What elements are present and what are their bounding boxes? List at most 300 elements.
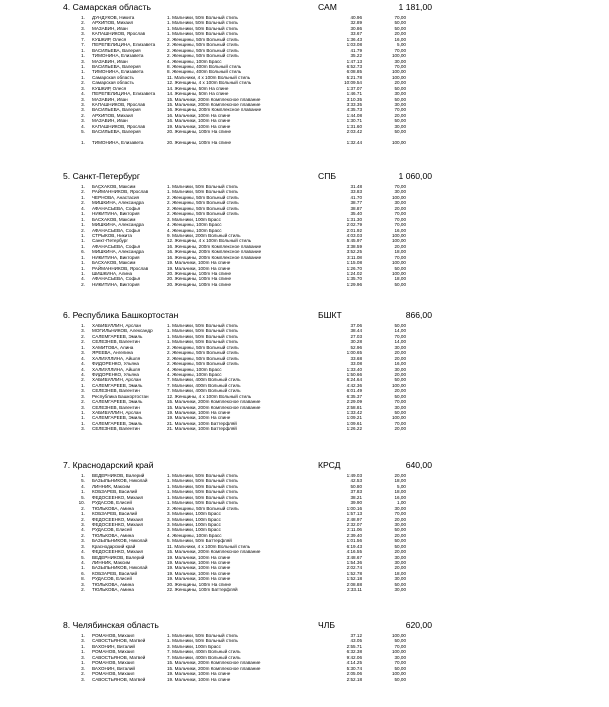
row-swimmer: АРХИПОВ, Михаил [92, 112, 134, 118]
team-name: Республика Башкортостан [72, 310, 179, 320]
row-event: 11. Мальчики, 4 x 100m Вольный стиль [167, 74, 251, 80]
row-event: 19. Мальчики, 100m На спине [167, 554, 231, 560]
row-place: 1. [81, 184, 85, 189]
row-swimmer: САВОСТЬЯНОВ, Матвей [92, 676, 146, 682]
row-points: 30,00 [394, 654, 406, 660]
row-time: 31.48 [350, 184, 362, 189]
team-total: 1 181,00 [398, 2, 432, 12]
row-event: 16. Женщины, 200m Комплексное плавание [167, 107, 262, 113]
row-event: 16. Женщины, 200m Комплексное плавание [167, 243, 262, 249]
row-place: 3. [81, 328, 85, 334]
row-place: 1. [81, 216, 85, 222]
row-swimmer: КУШКИР, Олеся [92, 36, 127, 42]
row-swimmer: ВЕДЕРНИКОВ, Валерий [92, 554, 145, 560]
row-place: 3. [81, 404, 85, 410]
row-points: 20,00 [394, 516, 406, 522]
row-points: 70,00 [394, 643, 406, 649]
row-place: 1. [81, 47, 85, 53]
row-place: 2. [81, 112, 85, 118]
row-place: 4. [81, 123, 85, 129]
result-row [0, 426, 609, 431]
row-points: 30,00 [394, 521, 406, 527]
row-swimmer: КУШКИР, Олеся [92, 85, 127, 91]
row-time: 33.67 [350, 31, 362, 37]
row-time: 1:52.18 [346, 576, 362, 582]
row-event: 8. Женщины, 400m Вольный стиль [167, 69, 242, 75]
row-points: 30,00 [394, 505, 406, 511]
result-row [0, 140, 609, 145]
row-swimmer: КАПАШНИКОВ, Ярослав [92, 102, 146, 107]
row-points: 100,00 [391, 649, 406, 655]
row-place: 6. [81, 570, 85, 576]
row-place: 6. [81, 249, 85, 255]
row-time: 2:29.09 [346, 399, 362, 405]
row-time: 6:35.37 [346, 393, 362, 399]
row-time: 33.68 [350, 355, 362, 361]
row-event: 8. Женщины, 400m Вольный стиль [167, 63, 242, 69]
row-event: 1. Мальчики, 50m Вольный стиль [167, 473, 238, 478]
row-place: 2. [81, 516, 85, 522]
row-event: 20. Женщины, 100m На спине [167, 271, 232, 276]
row-event: 2. Женщины, 50m Вольный стиль [167, 350, 239, 356]
row-time: 1:33.42 [346, 410, 362, 415]
row-event: 21. Мальчики, 100m Баттерфляй [167, 420, 237, 426]
row-points: 20,00 [394, 355, 406, 361]
row-time: 6:08.85 [346, 69, 362, 75]
row-swimmer: Краснодарский край [92, 543, 136, 549]
row-event: 1. Мальчики, 50m Вольный стиль [167, 478, 238, 484]
row-place: 1. [81, 238, 85, 244]
row-time: 5:30.74 [346, 665, 362, 671]
row-swimmer: РУДАСОВ, Елисей [92, 576, 132, 582]
row-swimmer: САВОСТЬЯНОВ, Матвей [92, 654, 146, 660]
row-place: 1. [81, 211, 85, 217]
row-points: 70,00 [394, 15, 406, 20]
row-time: 1:32.44 [346, 140, 362, 146]
row-event: 3. Мальчики, 100m Брасс [167, 527, 221, 533]
row-event: 19. Мальчики, 100m На спине [167, 265, 231, 271]
row-points: 16,00 [394, 36, 406, 42]
row-place: 5. [81, 494, 85, 500]
row-swimmer: НИКИТИНА, Виктория [92, 281, 140, 287]
row-points: 20,00 [394, 532, 406, 538]
row-place: 3. [81, 350, 85, 356]
row-place: 2. [81, 505, 85, 511]
row-time: 33.08 [350, 361, 362, 367]
row-points: 50,00 [394, 281, 406, 287]
row-time: 1:47.13 [346, 58, 362, 64]
row-place: 1. [81, 74, 85, 80]
row-place: 3. [81, 107, 85, 113]
row-swimmer: САЛЕМГАРЕЕВ, Эмиль [92, 382, 143, 388]
row-time: 6:52.73 [346, 63, 362, 69]
row-event: 7. Мальчики, 400m Вольный стиль [167, 382, 241, 388]
row-event: 1. Мальчики, 50m Вольный стиль [167, 494, 238, 500]
row-points: 50,00 [394, 323, 406, 328]
row-place: 1. [81, 473, 85, 478]
row-points: 50,00 [394, 118, 406, 124]
row-time: 5:45.97 [346, 238, 362, 244]
row-points: 20,00 [394, 350, 406, 356]
row-time: 10:09.54 [344, 80, 362, 86]
row-place: 2. [81, 339, 85, 345]
row-time: 1:26.22 [346, 426, 362, 432]
row-time: 3:52.25 [346, 249, 362, 255]
row-event: 7. Мальчики, 400m Вольный стиль [167, 388, 241, 394]
row-time: 9:42.06 [346, 654, 362, 660]
row-points: 50,00 [394, 265, 406, 271]
row-swimmer: ЧЕРНОВА, Анастасия [92, 194, 140, 200]
row-event: 16. Женщины, 200m Комплексное плавание [167, 254, 262, 260]
result-rows [0, 323, 609, 432]
row-swimmer: ТЮЛЬКОВА, Амина [92, 505, 134, 511]
row-place: 1. [81, 323, 85, 328]
row-swimmer: САЛЕМГАРЕЕВ, Эмиль [92, 420, 143, 426]
row-time: 2:52.18 [346, 676, 362, 682]
row-swimmer: АФАНАСЬЕВА, Софья [92, 205, 141, 211]
result-rows [0, 15, 609, 146]
row-points: 50,00 [394, 25, 406, 31]
row-points: 50,00 [394, 676, 406, 682]
row-place: 4. [81, 91, 85, 97]
row-points: 16,00 [394, 361, 406, 367]
row-swimmer: СЕЛЕЗНЕВ, Валентин [92, 339, 140, 345]
row-event: 2. Женщины, 50m Вольный стиль [167, 47, 239, 53]
row-swimmer: ВАХОНИН, Виталий [92, 643, 135, 649]
team-title [63, 620, 159, 630]
row-time: 27.03 [350, 333, 362, 339]
row-event: 20. Женщины, 100m На спине [167, 140, 232, 146]
row-points: 100,00 [391, 271, 406, 276]
row-place: 1. [81, 660, 85, 666]
row-place: 5. [81, 478, 85, 484]
row-points: 70,00 [394, 399, 406, 405]
team-code: САМ [318, 2, 337, 12]
row-time: 1:54.36 [346, 560, 362, 565]
row-points: 70,00 [394, 511, 406, 517]
row-points: 100,00 [391, 194, 406, 200]
row-place: 1. [81, 194, 85, 200]
row-points: 50,00 [394, 377, 406, 383]
row-event: 1. Мальчики, 50m Вольный стиль [167, 25, 238, 31]
row-points: 50,00 [394, 393, 406, 399]
row-event: 4. Женщины, 100m Брасс [167, 371, 222, 377]
row-points: 30,00 [394, 560, 406, 565]
row-swimmer: БАСХАКОВ, Максим [92, 260, 136, 266]
row-swimmer: ХАМИТОВА, Алина [92, 344, 134, 350]
row-points: 18,00 [394, 489, 406, 495]
row-points: 30,00 [394, 123, 406, 129]
row-swimmer: ТИМОНИНА, Елизавета [92, 140, 144, 146]
row-event: 1. Мальчики, 50m Вольный стиль [167, 489, 238, 495]
row-place: 7. [81, 36, 85, 42]
row-time: 1:44.08 [346, 112, 362, 118]
row-event: 19. Мальчики, 100m На спине [167, 671, 231, 677]
row-event: 1. Мальчики, 50m Вольный стиль [167, 15, 238, 20]
row-swimmer: РОМАНОВ, Михаил [92, 660, 135, 666]
row-place: 1. [81, 415, 85, 421]
row-time: 1:03.08 [346, 42, 362, 48]
row-swimmer: ФИДОРЕНКО, Ульяна [92, 371, 139, 377]
row-points: 100,00 [391, 260, 406, 266]
row-place: 3. [81, 521, 85, 527]
row-place: 2. [81, 80, 85, 86]
row-swimmer: ФЕДОСЕЕНКО, Михаил [92, 516, 144, 522]
row-place: 5. [81, 554, 85, 560]
row-time: 1:33.40 [346, 366, 362, 372]
row-event: 2. Женщины, 50m Вольный стиль [167, 53, 239, 59]
row-time: 1:00.16 [346, 505, 362, 511]
row-time: 35.22 [350, 53, 362, 59]
row-event: 15. Мальчики, 200m Комплексное плавание [167, 665, 261, 671]
row-event: 15. Мальчики, 200m Комплексное плавание [167, 660, 261, 666]
row-points: 5,00 [397, 42, 406, 48]
row-points: 100,00 [391, 74, 406, 80]
row-place: 3. [81, 31, 85, 37]
row-points: 30,00 [394, 58, 406, 64]
row-swimmer: ШИШКИНА, Алина [92, 271, 133, 276]
row-points: 20,00 [394, 371, 406, 377]
row-place: 3. [81, 665, 85, 671]
row-swimmer: ТЮЛЬКОВА, Амина [92, 532, 134, 538]
row-event: 19. Мальчики, 100m На спине [167, 410, 231, 415]
team-place: 4. [63, 2, 73, 12]
row-event: 7. Мальчики, 400m Вольный стиль [167, 649, 241, 655]
row-place: 2. [81, 281, 85, 287]
row-event: 21. Мальчики, 100m Баттерфляй [167, 426, 237, 432]
row-points: 18,00 [394, 249, 406, 255]
result-row [0, 677, 609, 682]
row-time: 2:11.06 [347, 527, 362, 533]
row-place: 2. [81, 587, 85, 593]
row-points: 70,00 [394, 63, 406, 69]
row-place: 1. [81, 643, 85, 649]
row-event: 7. Мальчики, 400m Вольный стиль [167, 654, 241, 660]
row-event: 1. Мальчики, 50m Вольный стиль [167, 189, 238, 195]
row-event: 1. Мальчики, 50m Вольный стиль [167, 333, 238, 339]
team-title [63, 310, 178, 320]
row-place: 3. [81, 85, 85, 91]
row-swimmer: ТЮЛЬКОВА, Амина [92, 581, 134, 587]
row-place: 1. [81, 511, 85, 517]
team-place: 7. [63, 460, 73, 470]
row-place: 8. [81, 576, 85, 582]
row-swimmer: КАПАШНИКОВ, Ярослав [92, 31, 146, 37]
row-swimmer: Самарская область [92, 80, 134, 86]
row-place: 2. [81, 399, 85, 405]
row-points: 30,00 [394, 189, 406, 195]
team-name: Челябинская область [72, 620, 159, 630]
row-points: 50,00 [394, 129, 406, 135]
team-total: 620,00 [405, 620, 432, 630]
row-swimmer: ТЮЛЬКОВА, Амина [92, 587, 134, 593]
row-event: 16. Мальчики, 100m На спине [167, 112, 231, 118]
row-swimmer: РАЙМАННИКОВ, Ярослав [92, 189, 149, 195]
row-points: 70,00 [394, 211, 406, 217]
team-header [0, 620, 609, 632]
row-points: 14,00 [394, 328, 406, 334]
row-swimmer: ПЕРЕПЕЛИЦИНА, Елизавета [92, 91, 156, 97]
row-swimmer: РУДАСОВ, Елисей [92, 527, 132, 533]
row-points: 50,00 [394, 85, 406, 91]
row-event: 2. Женщины, 50m Вольный стиль [167, 42, 239, 48]
row-event: 14. Женщины, 50m На спине [167, 85, 229, 91]
row-time: 2:05.06 [346, 671, 362, 677]
row-swimmer: МИШКИНА, Александра [92, 249, 144, 255]
row-place: 2. [81, 532, 85, 538]
row-place: 1. [81, 260, 85, 266]
row-swimmer: АФАНАСЬЕВА, Софья [92, 227, 141, 233]
row-place: 3. [81, 96, 85, 102]
row-time: 6:32.38 [346, 649, 362, 655]
row-points: 50,00 [394, 96, 406, 102]
row-swimmer: МАЗАВИН, Иван [92, 58, 128, 64]
row-points: 20,00 [394, 473, 406, 478]
row-swimmer: ВЕДЕРНИКОВ, Валерий [92, 473, 145, 478]
row-time: 38.44 [350, 328, 362, 334]
row-time: 1:30.71 [346, 118, 362, 124]
result-rows [0, 184, 609, 287]
row-event: 15. Мальчики, 200m Комплексное плавание [167, 102, 261, 107]
team-code: КРСД [318, 460, 341, 470]
row-points: 70,00 [394, 660, 406, 666]
row-event: 9. Мальчики, 200m Вольный стиль [167, 232, 241, 238]
row-points: 5,00 [397, 483, 406, 489]
row-place: 3. [81, 638, 85, 644]
row-swimmer: ВАСИЛЬЕВА, Валерия [92, 129, 141, 135]
row-points: 70,00 [394, 254, 406, 260]
row-time: 39.90 [350, 500, 362, 506]
row-place: 1. [81, 489, 85, 495]
row-points: 20,00 [394, 80, 406, 86]
row-points: 16,00 [394, 494, 406, 500]
row-event: 19. Мальчики, 100m На спине [167, 570, 231, 576]
row-place: 1. [81, 140, 85, 146]
row-swimmer: АРХИПОВ, Михаил [92, 20, 134, 26]
row-event: 19. Мальчики, 100m На спине [167, 565, 231, 571]
row-points: 20,00 [394, 243, 406, 249]
row-place: 2. [81, 671, 85, 677]
row-event: 19. Мальчики, 100m На спине [167, 415, 231, 421]
row-place: 4. [81, 361, 85, 367]
row-swimmer: ФЕДОСЕЕНКО, Михаил [92, 521, 144, 527]
row-time: 1:37.07 [346, 85, 362, 91]
row-event: 3. Мальчики, 100m Брасс [167, 511, 221, 517]
row-event: 2. Женщины, 50m Вольный стиль [167, 344, 239, 350]
row-points: 30,00 [394, 587, 406, 593]
row-event: 19. Мальчики, 100m На спине [167, 260, 231, 266]
row-points: 100,00 [391, 140, 406, 146]
row-points: 70,00 [394, 184, 406, 189]
row-event: 1. Мальчики, 50m Вольный стиль [167, 184, 238, 189]
row-time: 2:02.79 [346, 222, 362, 228]
row-time: 1:31.60 [346, 123, 362, 129]
row-time: 6:01.49 [346, 388, 362, 394]
team-code: ЧЛБ [318, 620, 336, 630]
row-swimmer: САЛЕМГАРЕЕВ, Эмиль [92, 333, 143, 339]
row-swimmer: РОМАНОВ, Михаил [92, 649, 135, 655]
row-event: 7. Мальчики, 400m Вольный стиль [167, 377, 241, 383]
row-event: 1. Мальчики, 50m Вольный стиль [167, 500, 238, 506]
row-event: 2. Женщины, 50m Вольный стиль [167, 361, 239, 367]
row-swimmer: ВАСИЛЬЕВА, Валерия [92, 107, 141, 113]
row-points: 70,00 [394, 47, 406, 53]
row-event: 20. Женщины, 100m На спине [167, 581, 232, 587]
row-place: 1. [81, 69, 85, 75]
row-points: 70,00 [394, 420, 406, 426]
row-time: 3:48.67 [346, 554, 362, 560]
row-swimmer: ХАЛИУЛЛИНА, Айшля [92, 366, 141, 372]
row-points: 20,00 [394, 426, 406, 432]
row-time: 40.96 [350, 15, 362, 20]
row-points: 70,00 [394, 222, 406, 228]
row-place: 3. [81, 654, 85, 660]
row-event: 3. Мальчики, 100m Брасс [167, 516, 221, 522]
row-event: 2. Женщины, 50m Вольный стиль [167, 211, 239, 217]
row-swimmer: НИКИТИНА, Виктория [92, 254, 140, 260]
row-time: 1:49.03 [346, 473, 362, 478]
row-swimmer: ЯРЕЕВА, Ангелина [92, 350, 133, 356]
row-swimmer: РУДАСОВ, Елисей [92, 500, 132, 506]
row-place: 4. [81, 371, 85, 377]
row-points: 20,00 [394, 31, 406, 37]
row-place: 1. [81, 271, 85, 276]
row-time: 3:10.35 [346, 96, 362, 102]
row-swimmer: КОБЗАРЕВ, Василий [92, 570, 138, 576]
row-time: 42.53 [350, 478, 362, 484]
row-time: 4:42.36 [346, 382, 362, 388]
team-place: 6. [63, 310, 73, 320]
row-time: 1:24.02 [346, 271, 362, 276]
result-rows [0, 473, 609, 593]
row-place: 1. [81, 243, 85, 249]
row-event: 19. Мальчики, 100m На спине [167, 123, 231, 129]
row-time: 1:46.71 [346, 91, 362, 97]
row-swimmer: САЛЕМГАРЕЕВ, Эмиль [92, 415, 143, 421]
row-points: 50,00 [394, 527, 406, 533]
row-time: 1:50.66 [346, 371, 362, 377]
row-points: 50,00 [394, 581, 406, 587]
row-swimmer: ДУНДУКОВ, Никита [92, 15, 135, 20]
row-place: 10. [78, 500, 85, 506]
row-points: 30,00 [394, 366, 406, 372]
row-time: 1:26.70 [346, 265, 362, 271]
row-points: 1,00 [397, 500, 406, 506]
row-event: 4. Женщины, 100m Брасс [167, 222, 222, 228]
row-event: 1. Мальчики, 50m Вольный стиль [167, 328, 238, 334]
row-points: 30,00 [394, 576, 406, 582]
row-time: 2:03.42 [346, 129, 362, 135]
row-points: 70,00 [394, 216, 406, 222]
row-time: 2:08.88 [346, 581, 362, 587]
row-event: 15. Мальчики, 200m Комплексное плавание [167, 399, 261, 405]
row-time: 2:02.74 [346, 565, 362, 571]
row-time: 1:09.21 [346, 415, 362, 421]
row-event: 19. Мальчики, 100m На спине [167, 676, 231, 682]
row-place: 4. [81, 483, 85, 489]
row-event: 4. Женщины, 100m Брасс [167, 58, 222, 64]
row-event: 15. Мальчики, 200m Комплексное плавание [167, 404, 261, 410]
row-time: 2:33.11 [347, 587, 362, 593]
result-rows [0, 633, 609, 682]
row-place: 4. [81, 205, 85, 211]
row-points: 30,00 [394, 102, 406, 107]
row-event: 2. Женщины, 50m Вольный стиль [167, 36, 239, 42]
row-time: 41.79 [350, 47, 362, 53]
row-time: 37.83 [350, 489, 362, 495]
row-place: 3. [81, 102, 85, 107]
row-event: 14. Женщины, 50m На спине [167, 91, 229, 97]
